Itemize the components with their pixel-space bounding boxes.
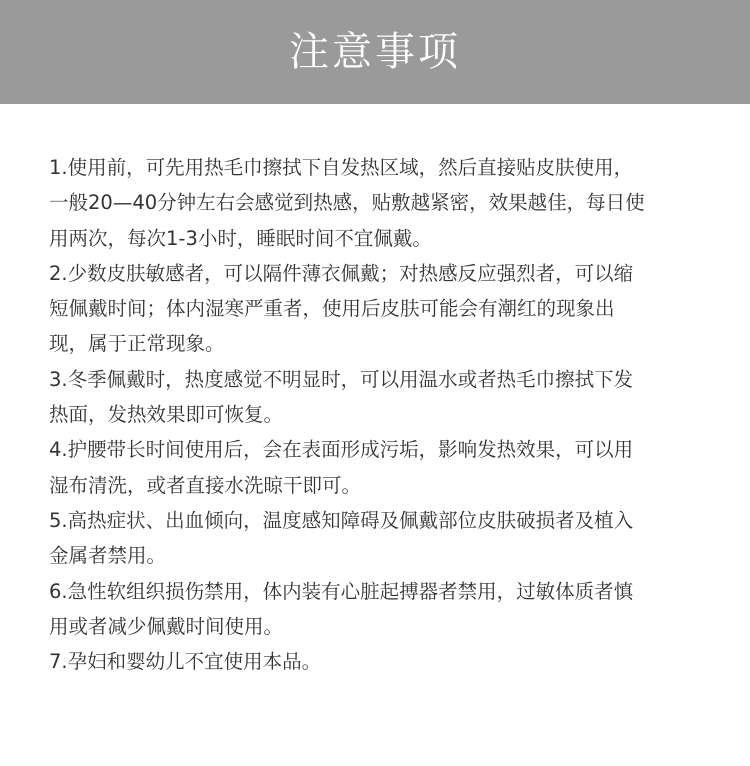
note-line: 1.使用前，可先用热毛巾擦拭下自发热区域，然后直接贴皮肤使用， bbox=[49, 156, 634, 179]
note-line: 2.少数皮肤敏感者，可以隔件薄衣佩戴；对热感反应强烈者，可以缩 bbox=[49, 261, 634, 285]
note-line: 用或者减少佩戴时间使用。 bbox=[49, 614, 284, 638]
note-line: 5.高热症状、出血倾向，温度感知障碍及佩戴部位皮肤破损者及植入 bbox=[49, 508, 634, 532]
note-line: 一般20—40分钟左右会感觉到热感，贴敷越紧密，效果越佳，每日使 bbox=[49, 191, 645, 215]
note-line: 4.护腰带长时间使用后，会在表面形成污垢，影响发热效果，可以用 bbox=[49, 438, 634, 462]
notes-list bbox=[49, 150, 699, 679]
note-line: 现，属于正常现象。 bbox=[49, 332, 225, 356]
note-line: 短佩戴时间；体内湿寒严重者，使用后皮肤可能会有潮红的现象出 bbox=[49, 297, 615, 321]
note-line: 金属者禁用。 bbox=[49, 544, 167, 568]
note-line: 热面，发热效果即可恢复。 bbox=[49, 403, 284, 427]
note-line: 用两次，每次1-3小时，睡眠时间不宜佩戴。 bbox=[49, 226, 432, 250]
page-title: 注意事项 bbox=[289, 29, 461, 75]
page-header bbox=[0, 0, 750, 104]
note-line: 7.孕妇和婴幼儿不宜使用本品。 bbox=[49, 650, 322, 674]
note-line: 3.冬季佩戴时，热度感觉不明显时，可以用温水或者热毛巾擦拭下发 bbox=[49, 367, 634, 391]
note-line: 湿布清洗，或者直接水洗晾干即可。 bbox=[49, 473, 362, 497]
note-line: 6.急性软组织损伤禁用，体内装有心脏起搏器者禁用，过敏体质者慎 bbox=[49, 579, 634, 603]
